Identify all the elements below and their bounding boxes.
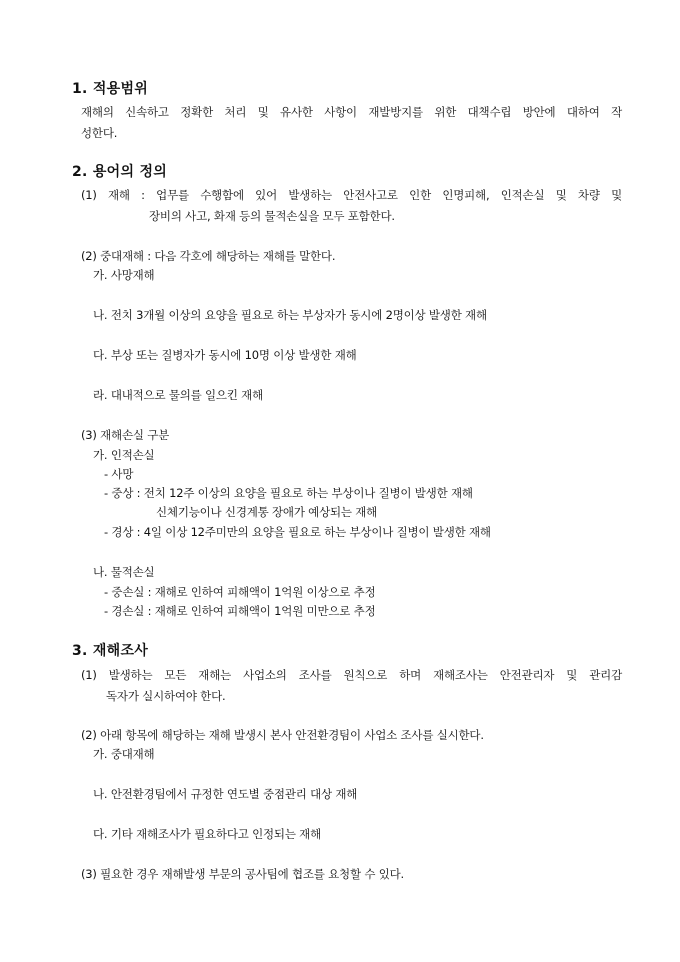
investigation-item-1-line-2: 독자가 실시하여야 한다. [106, 689, 226, 703]
definition-serious-disaster: (2) 중대재해 : 다음 각호에 해당하는 재해를 말한다. [81, 249, 336, 263]
loss-material-major: - 중손실 : 재해로 인하여 피해액이 1억원 이상으로 추정 [104, 585, 376, 599]
loss-classification: (3) 재해손실 구분 [81, 428, 170, 442]
loss-material-minor: - 경손실 : 재해로 인하여 피해액이 1억원 미만으로 추정 [104, 604, 376, 618]
serious-disaster-item-c: 다. 부상 또는 질병자가 동시에 10명 이상 발생한 재해 [93, 348, 357, 362]
loss-material-heading: 나. 물적손실 [93, 565, 155, 579]
serious-disaster-item-d: 라. 대내적으로 물의를 일으킨 재해 [93, 388, 264, 402]
section-1-heading: 1. 적용범위 [72, 81, 149, 97]
section-1-body-line-2: 성한다. [81, 126, 118, 140]
investigation-item-2-a: 가. 중대재해 [93, 747, 155, 761]
section-3-heading: 3. 재해조사 [72, 643, 149, 659]
loss-human-heading: 가. 인적손실 [93, 448, 155, 462]
serious-disaster-item-b: 나. 전치 3개월 이상의 요양을 필요로 하는 부상자가 동시에 2명이상 발생한 재해 [93, 308, 487, 322]
definition-disaster-line-2: 장비의 사고, 화재 등의 물적손실을 모두 포함한다. [149, 209, 395, 223]
investigation-item-1-line-1: (1) 발생하는 모든 재해는 사업소의 조사를 원칙으로 하며 재해조사는 안전관리자 및 관리감 [81, 668, 622, 682]
investigation-item-2-c: 다. 기타 재해조사가 필요하다고 인정되는 재해 [93, 827, 322, 841]
loss-human-death: - 사망 [104, 467, 134, 481]
section-2-heading: 2. 용어의 정의 [72, 164, 168, 180]
definition-disaster-line-1: (1) 재해 : 업무를 수행함에 있어 발생하는 안전사고로 인한 인명피해, 인적손실 및 차량 및 [81, 188, 622, 202]
serious-disaster-item-a: 가. 사망재해 [93, 268, 155, 282]
section-1-body-line-1: 재해의 신속하고 정확한 처리 및 유사한 사항이 재발방지를 위한 대책수립 방안에 대하여 작 [81, 105, 622, 119]
loss-human-severe-line-2: 신체기능이나 신경계통 장애가 예상되는 재해 [156, 505, 378, 519]
loss-human-severe-line-1: - 중상 : 전치 12주 이상의 요양을 필요로 하는 부상이나 질병이 발생한 재해 [104, 486, 473, 500]
investigation-item-2-b: 나. 안전환경팀에서 규정한 연도별 중점관리 대상 재해 [93, 787, 358, 801]
loss-human-minor: - 경상 : 4일 이상 12주미만의 요양을 필요로 하는 부상이나 질병이 발생한 재해 [104, 525, 491, 539]
investigation-item-3: (3) 필요한 경우 재해발생 부문의 공사팀에 협조를 요청할 수 있다. [81, 867, 404, 881]
investigation-item-2: (2) 아래 항목에 해당하는 재해 발생시 본사 안전환경팀이 사업소 조사를 실시한다. [81, 728, 484, 742]
